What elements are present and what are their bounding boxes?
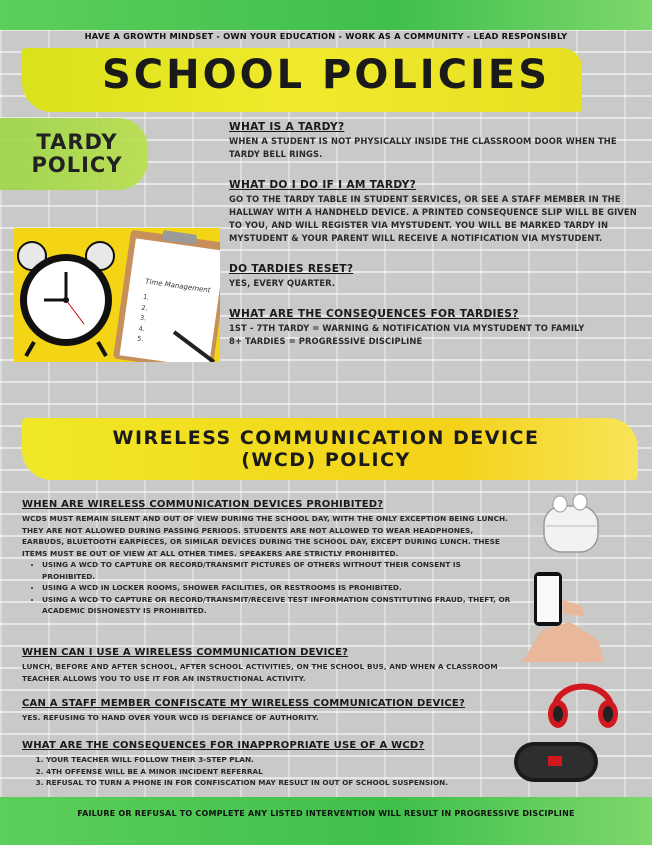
image-list-item: 5. <box>136 334 144 344</box>
image-list-item: 2. <box>140 303 149 312</box>
tardy-question: WHAT IS A TARDY? <box>229 121 345 133</box>
tardy-question: DO TARDIES RESET? <box>229 263 354 275</box>
tardy-title-line2: POLICY <box>31 153 123 177</box>
list-item: 1. YOUR TEACHER WILL FOLLOW THEIR 3-STEP PLAN. <box>46 754 512 766</box>
list-item: • USING A WCD IN LOCKER ROOMS, SHOWER FACILITIES, OR RESTROOMS IS PROHIBITED. <box>42 582 512 594</box>
wcd-title-line2: (WCD) POLICY <box>241 449 411 471</box>
image-list-item: 3. <box>139 313 147 323</box>
image-caption: Time Management <box>144 277 211 295</box>
wcd-question: WHAT ARE THE CONSEQUENCES FOR INAPPROPRIATE USE OF A WCD? <box>22 740 425 751</box>
wcd-title <box>0 427 652 471</box>
wcd-consequence-list <box>22 754 512 789</box>
wcd-question: CAN A STAFF MEMBER CONFISCATE MY WIRELESS COMMUNICATION DEVICE? <box>22 698 465 709</box>
footer-text: FAILURE OR REFUSAL TO COMPLETE ANY LISTED INTERVENTION WILL RESULT IN PROGRESSIVE DISCIPLINE <box>77 809 575 818</box>
list-item: • USING A WCD TO CAPTURE OR RECORD/TRANSMIT/RECEIVE TEST INFORMATION CONSTITUTING FRAUD, THEFT, OR ACADEMIC DISHONESTY IS PROHIBITED. <box>42 594 512 617</box>
motto: HAVE A GROWTH MINDSET - OWN YOUR EDUCATION - WORK AS A COMMUNITY - LEAD RESPONSIBLY <box>84 31 568 41</box>
alarm-clock-icon <box>14 228 220 362</box>
wcd-answer: LUNCH, BEFORE AND AFTER SCHOOL, AFTER SCHOOL ACTIVITIES, ON THE SCHOOL BUS, AND WHEN A CLASSROOM TEACHER ALLOWS YOU TO USE IT FOR AN INSTRUCTIONAL ACTIVITY. <box>22 662 498 683</box>
tardy-title <box>18 131 136 177</box>
wcd-question: WHEN ARE WIRELESS COMMUNICATION DEVICES PROHIBITED? <box>22 499 384 510</box>
tardy-question: WHAT ARE THE CONSEQUENCES FOR TARDIES? <box>229 308 519 320</box>
tardy-qa <box>229 121 641 348</box>
page-title: SCHOOL POLICIES <box>101 52 551 98</box>
list-item: 3. REFUSAL TO TURN A PHONE IN FOR CONFISCATION MAY RESULT IN OUT OF SCHOOL SUSPENSION. <box>46 777 512 789</box>
list-item: 2. 4TH OFFENSE WILL BE A MINOR INCIDENT REFERRAL <box>46 766 512 778</box>
wcd-section-2 <box>22 647 512 684</box>
wcd-answer: YES. REFUSING TO HAND OVER YOUR WCD IS DEFIANCE OF AUTHORITY. <box>22 713 319 722</box>
phone-hand-icon <box>512 570 604 662</box>
wcd-answer: WCDS MUST REMAIN SILENT AND OUT OF VIEW DURING THE SCHOOL DAY, WITH THE ONLY EXCEPTION BEING LUNCH. THEY ARE NOT ALLOWED DURING PASSING PERIODS. STUDENTS ARE NOT ALLOWED TO WEAR HEADPHONES, EARBUDS, BLUETOOTH EARPIECES, OR SIMILAR DEVICES DURING THE SCHOOL DAY, EXCEPT DURING LUNCH. THESE ITEMS MUST BE OUT OF VIEW AT ALL OTHER TIMES. SPEAKERS ARE STRICTLY PROHIBITED. <box>22 514 508 558</box>
tardy-title-line1: TARDY <box>36 130 118 154</box>
tardy-question: WHAT DO I DO IF I AM TARDY? <box>229 179 417 191</box>
footer-band <box>0 797 652 845</box>
wcd-bullet-list <box>22 559 512 617</box>
wcd-title-line1: WIRELESS COMMUNICATION DEVICE <box>112 427 540 449</box>
speaker-icon <box>508 736 604 788</box>
earbuds-icon <box>536 488 608 560</box>
wcd-section-4 <box>22 740 512 789</box>
top-band <box>0 0 652 30</box>
tardy-answer: 1ST - 7TH TARDY = WARNING & NOTIFICATION VIA MYSTUDENT TO FAMILY <box>229 323 585 333</box>
headphones-icon <box>540 672 626 732</box>
wcd-section-3 <box>22 698 512 724</box>
clock-clipboard-image <box>14 228 220 362</box>
tardy-answer: WHEN A STUDENT IS NOT PHYSICALLY INSIDE THE CLASSROOM DOOR WHEN THE TARDY BELL RINGS. <box>229 136 617 159</box>
tardy-answer: YES, EVERY QUARTER. <box>229 278 336 288</box>
wcd-question: WHEN CAN I USE A WIRELESS COMMUNICATION DEVICE? <box>22 647 349 658</box>
image-list-item: 4. <box>138 324 146 333</box>
tardy-answer: GO TO THE TARDY TABLE IN STUDENT SERVICES, OR SEE A STAFF MEMBER IN THE HALLWAY WITH A HANDHELD DEVICE. A PRINTED CONSEQUENCE SLIP WILL BE GIVEN TO YOU, AND WILL REGISTER VIA MYSTUDENT. YOU WILL BE MARKED TARDY IN MYSTUDENT & YOUR PARENT WILL RECEIVE A NOTIFICATION VIA MYSTUDENT. <box>229 194 637 243</box>
list-item: • USING A WCD TO CAPTURE OR RECORD/TRANSMIT PICTURES OF OTHERS WITHOUT THEIR CONSENT IS PROHIBITED. <box>42 559 512 582</box>
tardy-answer-2: 8+ TARDIES = PROGRESSIVE DISCIPLINE <box>229 336 423 346</box>
image-list-item: 1. <box>142 292 150 302</box>
wcd-section-1 <box>22 499 512 617</box>
